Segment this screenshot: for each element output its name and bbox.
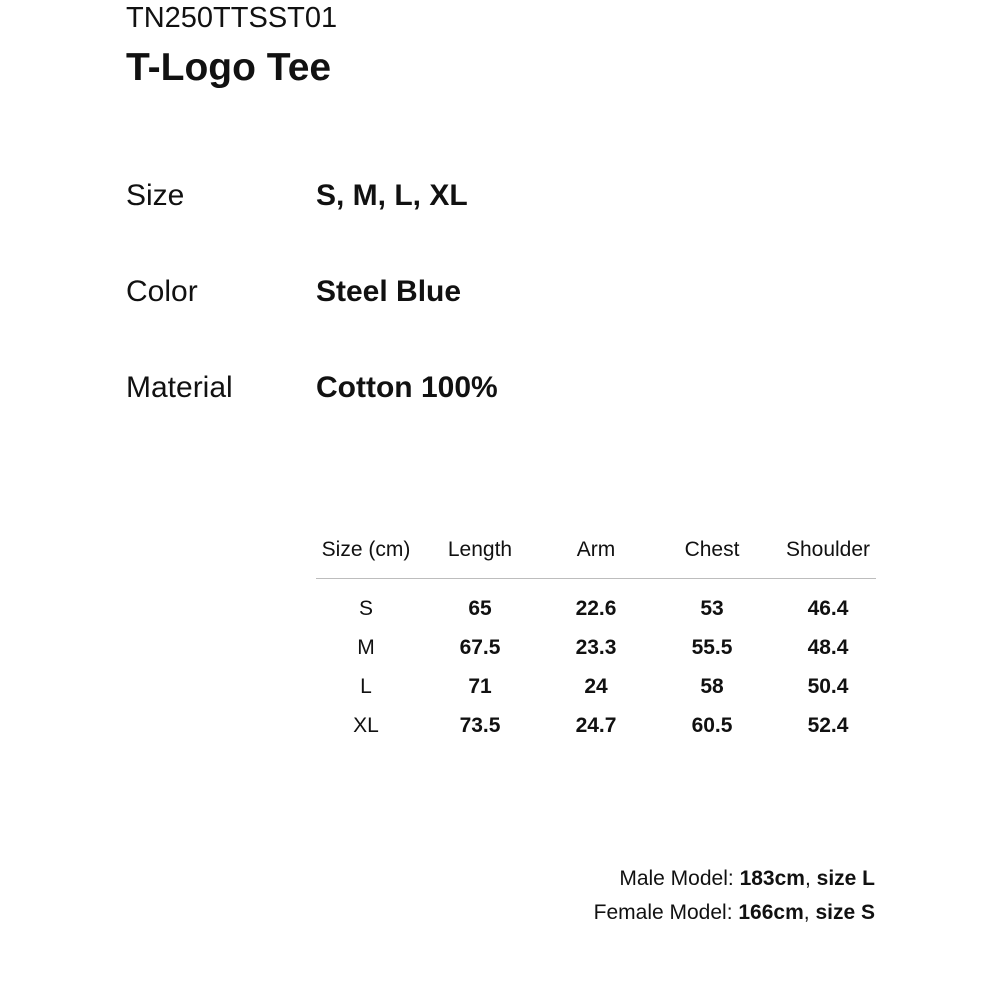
cell-arm: 24.7 (575, 714, 617, 737)
column-header-size: Size (cm) (321, 538, 411, 561)
column-header-shoulder: Shoulder (785, 538, 871, 561)
cell-chest: 60.5 (691, 714, 733, 737)
cell-shoulder: 48.4 (807, 636, 849, 659)
male-model-size: size L (816, 867, 875, 890)
table-row (316, 593, 876, 632)
size-chart-table (316, 534, 876, 749)
female-model-height: 166cm (738, 901, 804, 924)
product-code: TN250TTSST01 (126, 2, 338, 34)
cell-size: M (357, 636, 375, 659)
table-header (316, 534, 876, 579)
spec-value-material: Cotton 100% (316, 371, 498, 404)
cell-length: 67.5 (459, 636, 501, 659)
spec-label-size: Size (126, 179, 185, 212)
spec-value-color: Steel Blue (316, 275, 462, 308)
cell-length: 71 (468, 675, 492, 698)
model-info (594, 862, 875, 930)
cell-size: XL (353, 714, 379, 737)
cell-chest: 55.5 (691, 636, 733, 659)
cell-length: 65 (468, 597, 492, 620)
female-model-line (594, 896, 875, 930)
cell-shoulder: 46.4 (807, 597, 849, 620)
column-header-arm: Arm (576, 538, 616, 561)
cell-size: L (360, 675, 372, 698)
cell-length: 73.5 (459, 714, 501, 737)
female-model-size: size S (815, 901, 875, 924)
cell-arm: 23.3 (575, 636, 617, 659)
male-model-separator: , (804, 867, 811, 890)
product-title: T-Logo Tee (126, 46, 332, 89)
table-row (316, 632, 876, 671)
column-header-chest: Chest (684, 538, 740, 561)
spec-row-material (126, 368, 826, 408)
cell-arm: 24 (584, 675, 608, 698)
spec-value-size: S, M, L, XL (316, 179, 468, 212)
cell-chest: 58 (700, 675, 724, 698)
spec-label-material: Material (126, 371, 233, 404)
female-model-label: Female Model: (593, 901, 733, 924)
female-model-separator: , (803, 901, 810, 924)
spec-row-color (126, 272, 826, 312)
male-model-line (594, 862, 875, 896)
cell-shoulder: 52.4 (807, 714, 849, 737)
table-row (316, 671, 876, 710)
spec-label-color: Color (126, 275, 198, 308)
column-header-length: Length (447, 538, 513, 561)
table-row (316, 710, 876, 749)
cell-chest: 53 (700, 597, 724, 620)
cell-shoulder: 50.4 (807, 675, 849, 698)
cell-arm: 22.6 (575, 597, 617, 620)
male-model-height: 183cm (739, 867, 805, 890)
cell-size: S (358, 597, 373, 620)
table-body (316, 593, 876, 749)
male-model-label: Male Model: (619, 867, 734, 890)
spec-row-size (126, 176, 826, 216)
